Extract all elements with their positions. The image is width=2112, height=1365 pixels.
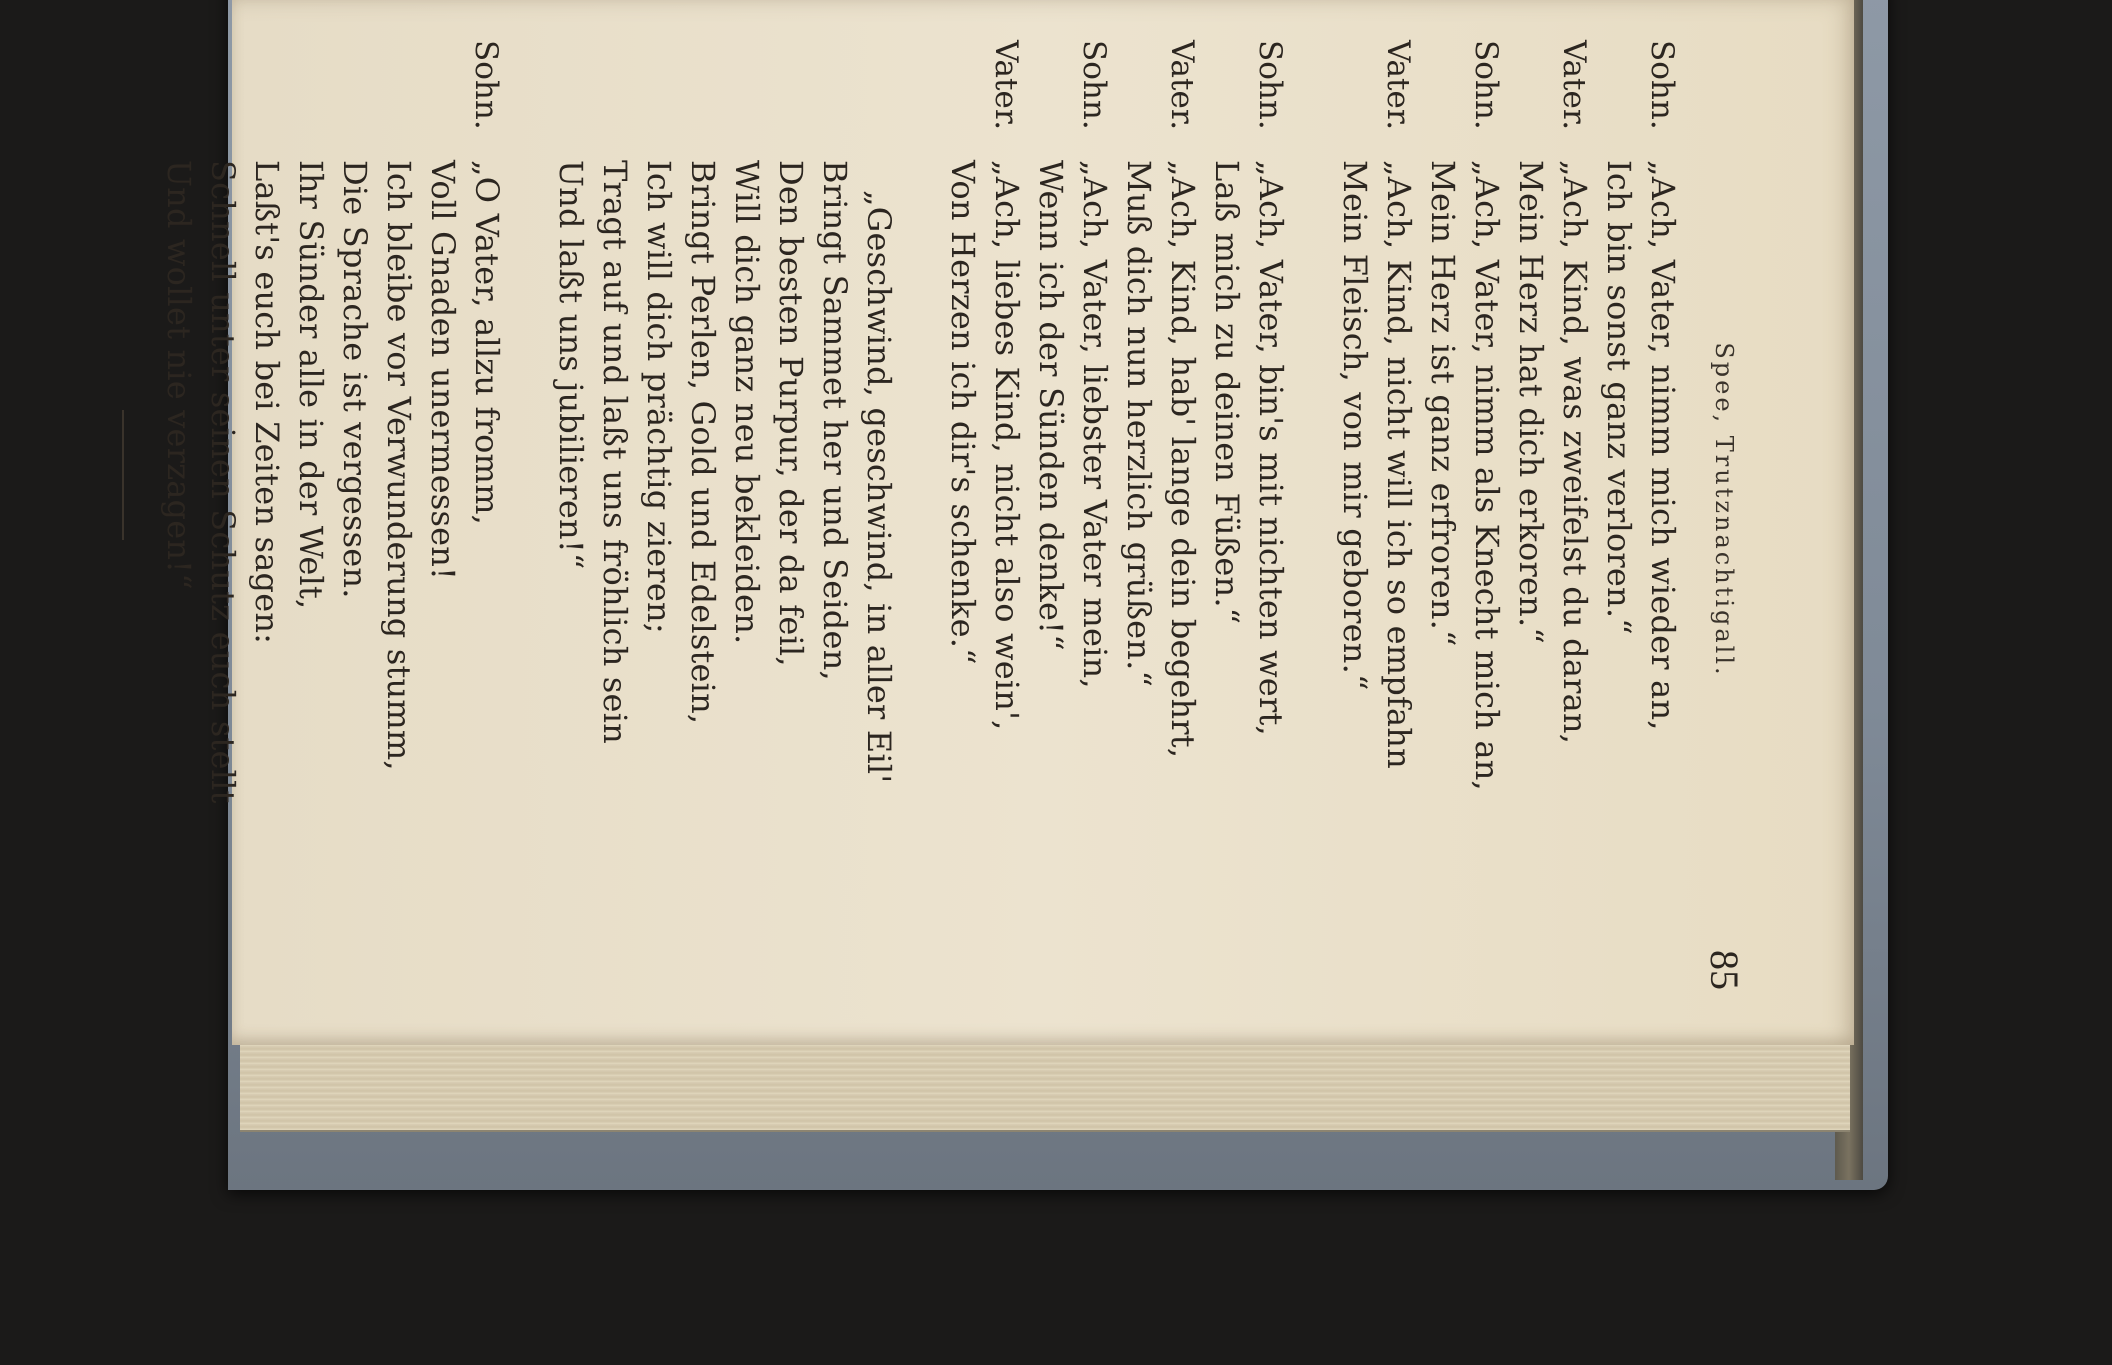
verse-line <box>1594 40 1638 980</box>
speaker-label: Vater. <box>988 40 1024 131</box>
verse-text: Wenn ich der Sünden denke!“ <box>1032 160 1070 651</box>
verse-text: Von Herzen ich dir's schenke.“ <box>944 160 982 665</box>
stanza <box>546 40 898 980</box>
running-head: Spee, Trutznachtigall. <box>1710 342 1738 678</box>
verse-line <box>154 40 198 980</box>
verse-line <box>330 40 374 980</box>
verse-text: Schnell unter seinen Schutz euch stellt <box>204 160 242 804</box>
verse-line <box>1202 40 1246 980</box>
verse-line <box>1158 40 1202 980</box>
verse-line <box>374 40 418 980</box>
verse-line <box>1374 40 1418 980</box>
verse-line <box>1550 40 1594 980</box>
verse-line <box>722 40 766 980</box>
speaker-label: Sohn. <box>1468 40 1504 130</box>
verse-line <box>1114 40 1158 980</box>
verse-line <box>1246 40 1290 980</box>
verse-text: Laßt's euch bei Zeiten sagen: <box>248 160 286 645</box>
stanza <box>938 40 1290 980</box>
verse-line <box>1418 40 1462 980</box>
verse-text: Ich bin sonst ganz verloren.“ <box>1600 160 1638 635</box>
speaker-label: Sohn. <box>1076 40 1112 130</box>
verse-line <box>1330 40 1374 980</box>
verse-line <box>198 40 242 980</box>
speaker-label: Sohn. <box>468 40 504 130</box>
verse-line <box>1070 40 1114 980</box>
verse-text: Mein Herz ist ganz erfroren.“ <box>1424 160 1462 647</box>
verse-line <box>766 40 810 980</box>
verse-text: Und laßt uns jubilieren!“ <box>552 160 590 570</box>
verse-text: „Ach, Vater, nimm als Knecht mich an, <box>1468 160 1506 791</box>
verse-text: „Ach, Kind, nicht will ich so empfahn <box>1380 160 1418 769</box>
verse-text: Mein Herz hat dich erkoren.“ <box>1512 160 1550 644</box>
verse-line <box>678 40 722 980</box>
verse-text: „O Vater, allzu fromm, <box>468 160 506 526</box>
verse-text: Bringt Sammet her und Seiden, <box>816 160 854 681</box>
verse-text: Ich bleibe vor Verwunderung stumm, <box>380 160 418 771</box>
verse-text: Will dich ganz neu bekleiden. <box>728 160 766 645</box>
verse-text: „Ach, Vater, nimm mich wieder an, <box>1644 160 1682 731</box>
speaker-label: Vater. <box>1556 40 1592 131</box>
poem <box>114 40 1682 980</box>
verse-text: Den besten Purpur, der da feil, <box>772 160 810 667</box>
verse-text: Voll Gnaden unermessen! <box>424 160 462 581</box>
speaker-label: Vater. <box>1380 40 1416 131</box>
verse-text: „Ach, liebes Kind, nicht also wein', <box>988 160 1026 731</box>
verse-text: „Ach, Kind, hab' lange dein begehrt, <box>1164 160 1202 759</box>
verse-text: „Geschwind, geschwind, in aller Eil' <box>860 190 898 784</box>
verse-line <box>982 40 1026 980</box>
verse-text: Bringt Perlen, Gold und Edelstein, <box>684 160 722 725</box>
page-number: 85 <box>1702 950 1747 990</box>
speaker-label: Sohn. <box>1252 40 1288 130</box>
verse-line <box>938 40 982 980</box>
speaker-label: Sohn. <box>1644 40 1680 130</box>
verse-text: „Ach, Vater, bin's mit nichten wert, <box>1252 160 1290 736</box>
verse-text: Die Sprache ist vergessen. <box>336 160 374 599</box>
verse-text: „Ach, Vater, liebster Vater mein, <box>1076 160 1114 689</box>
verse-text: Ihr Sünder alle in der Welt, <box>292 160 330 610</box>
verse-line <box>1026 40 1070 980</box>
verse-line <box>810 40 854 980</box>
verse-line <box>418 40 462 980</box>
verse-text: „Ach, Kind, was zweifelst du daran, <box>1556 160 1594 745</box>
verse-line <box>546 40 590 980</box>
verse-text: Muß dich nun herzlich grüßen.“ <box>1120 160 1158 688</box>
page-text-block <box>160 40 1760 990</box>
verse-text: Und wollet nie verzagen!“ <box>160 160 198 590</box>
stanza <box>154 40 506 980</box>
page-edges <box>240 1040 1850 1132</box>
verse-line <box>634 40 678 980</box>
verse-line <box>1506 40 1550 980</box>
verse-text: Mein Fleisch, von mir geboren.“ <box>1336 160 1374 691</box>
verse-line <box>242 40 286 980</box>
speaker-label: Vater. <box>1164 40 1200 131</box>
verse-text: Ich will dich prächtig zieren; <box>640 160 678 634</box>
verse-line <box>590 40 634 980</box>
stanza <box>1330 40 1682 980</box>
verse-text: Laß mich zu deinen Füßen.“ <box>1208 160 1246 625</box>
verse-line <box>854 40 898 980</box>
end-rule <box>122 410 124 540</box>
verse-line <box>286 40 330 980</box>
verse-line <box>462 40 506 980</box>
verse-line <box>1638 40 1682 980</box>
verse-text: Tragt auf und laßt uns fröhlich sein <box>596 160 634 744</box>
verse-line <box>1462 40 1506 980</box>
